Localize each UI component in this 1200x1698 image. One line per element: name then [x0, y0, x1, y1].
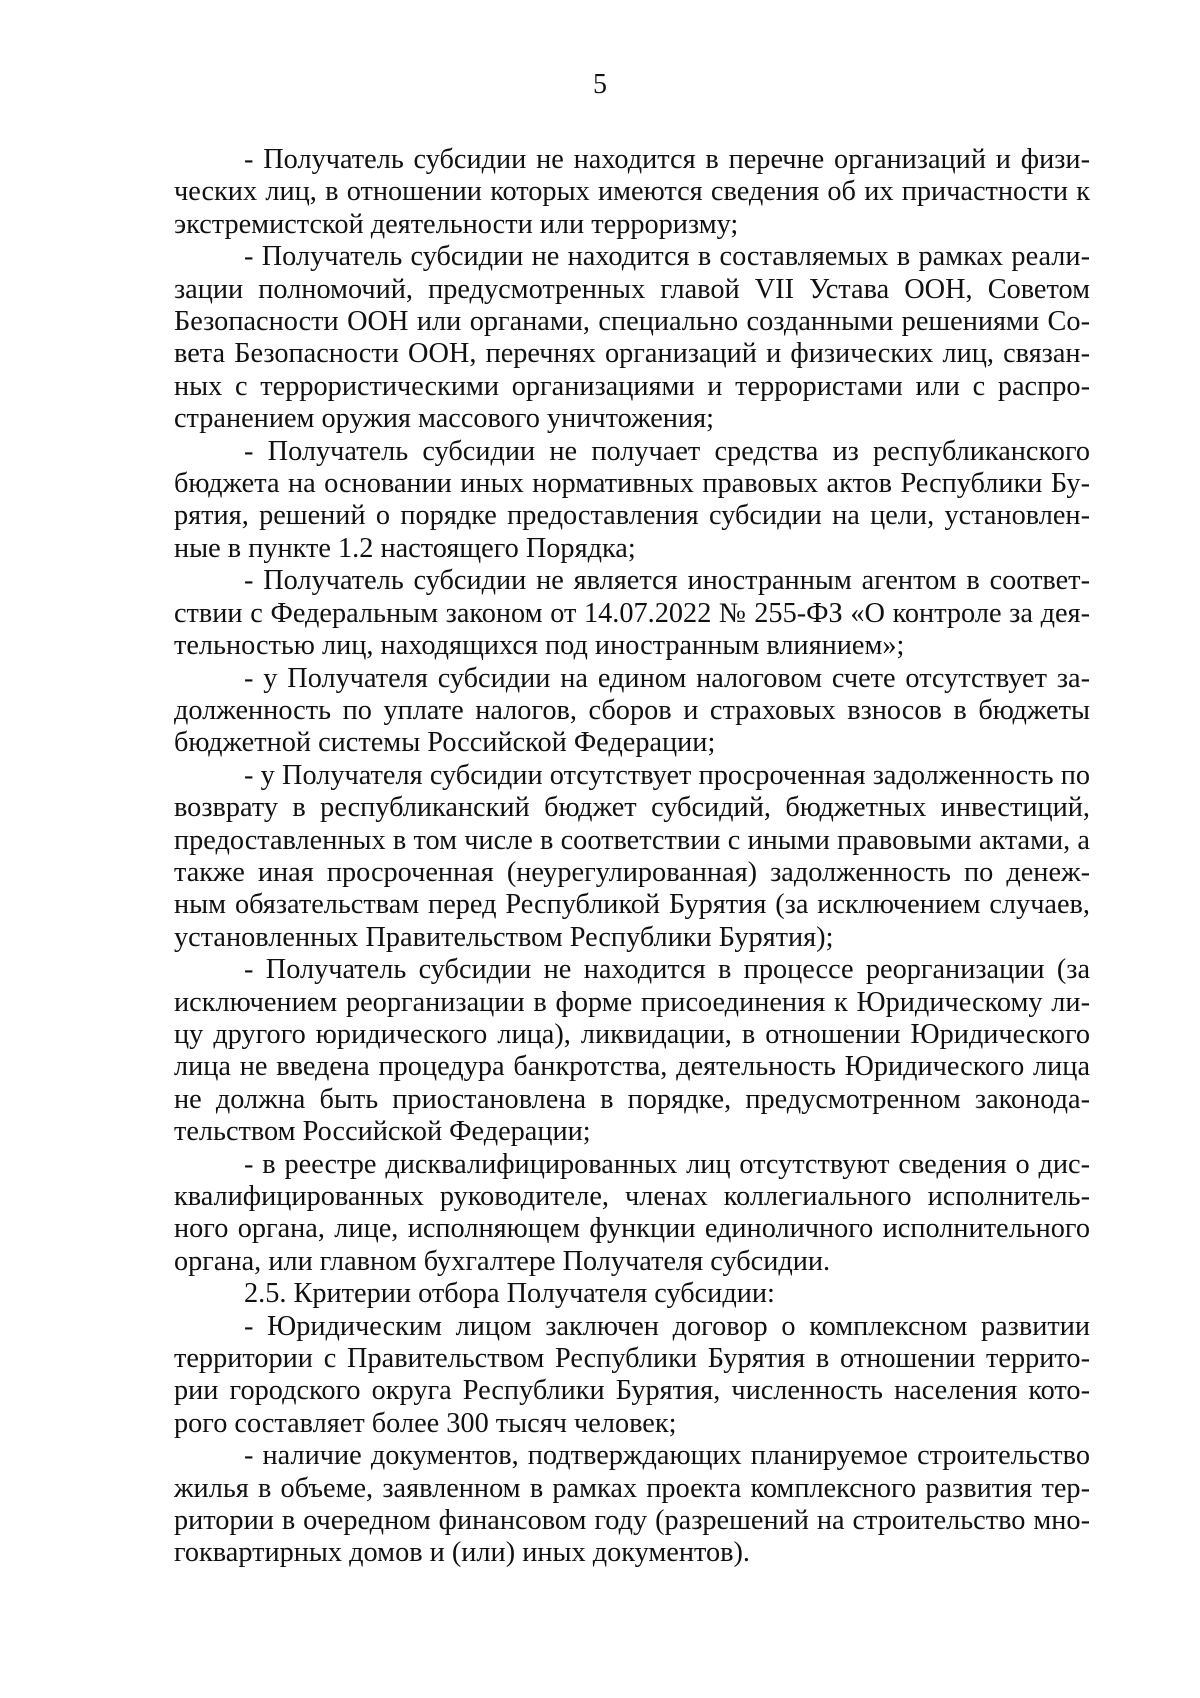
- paragraph-construction-documents: - наличие документов, подтверждающих планируемое строительство жилья в объеме, заявленном в рамках проекта комплексного развития территории в очередном финансовом году (разрешений на строительство многоквартирных домов и (или) иных документов).: [174, 1440, 1090, 1569]
- page-number: 5: [593, 69, 607, 100]
- paragraph-overdue-debt: - у Получателя субсидии отсутствует просроченная задолженность по возврату в республиканский бюджет субсидий, бюджетных инвестиций, предоставленных в том числе в соответствии с иными правовыми актами, а также иная просроченная (неурегулированная) задолженность по денежным обязательствам перед Республикой Бурятия (за исключением случаев, установленных Правительством Республики Бурятия);: [174, 759, 1090, 953]
- section-heading-selection-criteria: 2.5. Критерии отбора Получателя субсидии:: [244, 1278, 775, 1310]
- paragraph-tax-debt: - у Получателя субсидии на едином налоговом счете отсутствует задолженность по уплате налогов, сборов и страховых взносов в бюджеты бюджетной системы Российской Федерации;: [174, 662, 1090, 759]
- paragraph-extremism-list: - Получатель субсидии не находится в перечне организаций и физических лиц, в отношении которых имеются сведения об их причастности к экстремистской деятельности или терроризму;: [174, 144, 1090, 240]
- paragraph-un-sanctions-list: - Получатель субсидии не находится в составляемых в рамках реализации полномочий, предусмотренных главой VII Устава ООН, Советом Безопасности ООН или органами, специально созданными решениями Совета Безопасности ООН, перечнях организаций и физических лиц, связанных с террористическими организациями и террористами или с распространением оружия массового уничтожения;: [174, 241, 1090, 435]
- paragraph-development-agreement: - Юридическим лицом заключен договор о комплексном развитии территории с Правительством Республики Бурятия в отношении территории городского округа Республики Бурятия, численность населения которого составляет более 300 тысяч человек;: [174, 1310, 1090, 1439]
- paragraph-reorganization: - Получатель субсидии не находится в процессе реорганизации (за исключением реорганизации в форме присоединения к Юридическому лицу другого юридического лица), ликвидации, в отношении Юридического лица не введена процедура банкротства, деятельность Юридического лица не должна быть приостановлена в порядке, предусмотренном законодательством Российской Федерации;: [174, 954, 1090, 1148]
- paragraph-disqualified-persons: - в реестре дисквалифицированных лиц отсутствуют сведения о дисквалифицированных руководителе, членах коллегиального исполнительного органа, лице, исполняющем функции единоличного исполнительного органа, или главном бухгалтере Получателя субсидии.: [174, 1148, 1090, 1277]
- document-body: [174, 144, 1090, 1570]
- paragraph-foreign-agent: - Получатель субсидии не является иностранным агентом в соответствии с Федеральным законом от 14.07.2022 № 255-ФЗ «О контроле за деятельностью лиц, находящихся под иностранным влиянием»;: [174, 565, 1090, 662]
- paragraph-no-other-funds: - Получатель субсидии не получает средства из республиканского бюджета на основании иных нормативных правовых актов Республики Бурятия, решений о порядке предоставления субсидии на цели, установленные в пункте 1.2 настоящего Порядка;: [174, 435, 1090, 564]
